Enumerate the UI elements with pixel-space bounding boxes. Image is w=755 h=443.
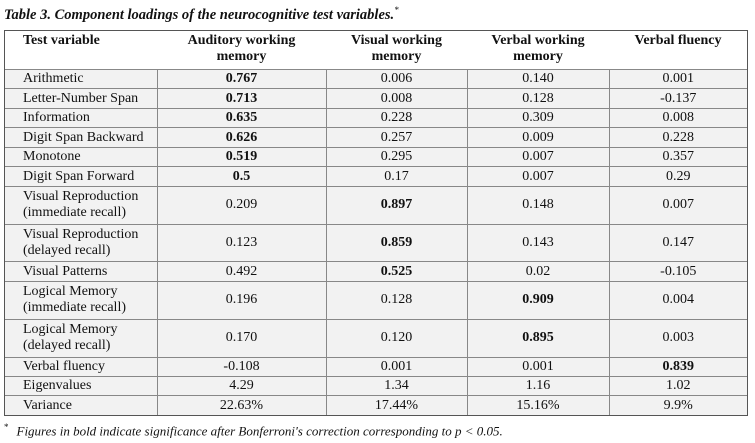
- table-row: [5, 357, 747, 376]
- loading-cell: 17.44%: [326, 396, 467, 415]
- table-row: [5, 319, 747, 357]
- table-row: [5, 128, 747, 147]
- loading-cell: 1.02: [609, 377, 747, 396]
- test-variable-cell: Visual Patterns: [5, 262, 157, 281]
- table-row: [5, 108, 747, 127]
- caption-footnote-marker: *: [394, 5, 399, 15]
- loading-cell: 0.257: [326, 128, 467, 147]
- loading-cell: 0.228: [609, 128, 747, 147]
- loading-cell: 0.859: [326, 224, 467, 262]
- loading-cell: 0.170: [157, 319, 326, 357]
- loading-cell: -0.105: [609, 262, 747, 281]
- loading-cell: 0.004: [609, 281, 747, 319]
- loading-cell: 0.007: [467, 167, 609, 186]
- loadings-table-container: [4, 30, 748, 416]
- footnote-text: Figures in bold indicate significance after Bonferroni's correction corresponding to p < 0.05.: [16, 423, 503, 439]
- loading-cell: 0.006: [326, 70, 467, 89]
- header-row: [5, 31, 747, 70]
- loading-cell: -0.108: [157, 357, 326, 376]
- loading-cell: 0.148: [467, 186, 609, 224]
- loading-cell: 15.16%: [467, 396, 609, 415]
- caption-text: Table 3. Component loadings of the neurocognitive test variables.: [4, 6, 395, 23]
- loading-cell: 0.003: [609, 319, 747, 357]
- test-variable-cell: Visual Reproduction (delayed recall): [5, 224, 157, 262]
- table-row: [5, 262, 747, 281]
- loading-cell: 0.147: [609, 224, 747, 262]
- table-row: [5, 224, 747, 262]
- test-variable-cell: Visual Reproduction (immediate recall): [5, 186, 157, 224]
- table-row: [5, 147, 747, 166]
- loading-cell: 0.02: [467, 262, 609, 281]
- loading-cell: 4.29: [157, 377, 326, 396]
- loading-cell: 0.008: [609, 108, 747, 127]
- loading-cell: 0.120: [326, 319, 467, 357]
- header-visual-working-memory: Visual working memory: [326, 31, 467, 70]
- table-row: [5, 377, 747, 396]
- loading-cell: 0.228: [326, 108, 467, 127]
- table-row: [5, 281, 747, 319]
- loading-cell: 0.007: [609, 186, 747, 224]
- test-variable-cell: Information: [5, 108, 157, 127]
- table-row: [5, 186, 747, 224]
- footnote-marker: *: [4, 422, 9, 432]
- loading-cell: 0.357: [609, 147, 747, 166]
- loading-cell: 0.525: [326, 262, 467, 281]
- header-verbal-working-memory: Verbal working memory: [467, 31, 609, 70]
- test-variable-cell: Eigenvalues: [5, 377, 157, 396]
- loading-cell: 0.839: [609, 357, 747, 376]
- loading-cell: 0.007: [467, 147, 609, 166]
- loading-cell: 0.128: [326, 281, 467, 319]
- loading-cell: 0.17: [326, 167, 467, 186]
- table-caption: [4, 5, 399, 24]
- loading-cell: 0.128: [467, 89, 609, 108]
- header-verbal-fluency: Verbal fluency: [609, 31, 747, 70]
- loading-cell: 0.001: [609, 70, 747, 89]
- loading-cell: 9.9%: [609, 396, 747, 415]
- loading-cell: 0.001: [326, 357, 467, 376]
- loading-cell: 0.767: [157, 70, 326, 89]
- loading-cell: 0.909: [467, 281, 609, 319]
- loading-cell: 0.29: [609, 167, 747, 186]
- loading-cell: 0.5: [157, 167, 326, 186]
- table-row: [5, 396, 747, 415]
- test-variable-cell: Verbal fluency: [5, 357, 157, 376]
- loading-cell: 0.140: [467, 70, 609, 89]
- test-variable-cell: Logical Memory (delayed recall): [5, 319, 157, 357]
- loading-cell: 0.123: [157, 224, 326, 262]
- table-row: [5, 167, 747, 186]
- loading-cell: 1.34: [326, 377, 467, 396]
- loading-cell: 22.63%: [157, 396, 326, 415]
- loading-cell: 0.008: [326, 89, 467, 108]
- loading-cell: 0.635: [157, 108, 326, 127]
- test-variable-cell: Digit Span Backward: [5, 128, 157, 147]
- loading-cell: 0.626: [157, 128, 326, 147]
- loading-cell: 0.001: [467, 357, 609, 376]
- test-variable-cell: Monotone: [5, 147, 157, 166]
- loading-cell: 0.492: [157, 262, 326, 281]
- component-loadings-table: [5, 31, 747, 415]
- loading-cell: 0.519: [157, 147, 326, 166]
- loading-cell: 0.309: [467, 108, 609, 127]
- test-variable-cell: Letter-Number Span: [5, 89, 157, 108]
- test-variable-cell: Arithmetic: [5, 70, 157, 89]
- loading-cell: 0.897: [326, 186, 467, 224]
- loading-cell: 1.16: [467, 377, 609, 396]
- table-row: [5, 89, 747, 108]
- loading-cell: 0.895: [467, 319, 609, 357]
- test-variable-cell: Variance: [5, 396, 157, 415]
- header-test-variable: Test variable: [5, 31, 157, 70]
- table-body: [5, 70, 747, 416]
- header-auditory-working-memory: Auditory working memory: [157, 31, 326, 70]
- test-variable-cell: Digit Span Forward: [5, 167, 157, 186]
- loading-cell: 0.196: [157, 281, 326, 319]
- test-variable-cell: Logical Memory (immediate recall): [5, 281, 157, 319]
- footnote: [4, 422, 503, 439]
- loading-cell: 0.143: [467, 224, 609, 262]
- loading-cell: 0.295: [326, 147, 467, 166]
- table-row: [5, 70, 747, 89]
- loading-cell: 0.009: [467, 128, 609, 147]
- loading-cell: 0.209: [157, 186, 326, 224]
- loading-cell: -0.137: [609, 89, 747, 108]
- loading-cell: 0.713: [157, 89, 326, 108]
